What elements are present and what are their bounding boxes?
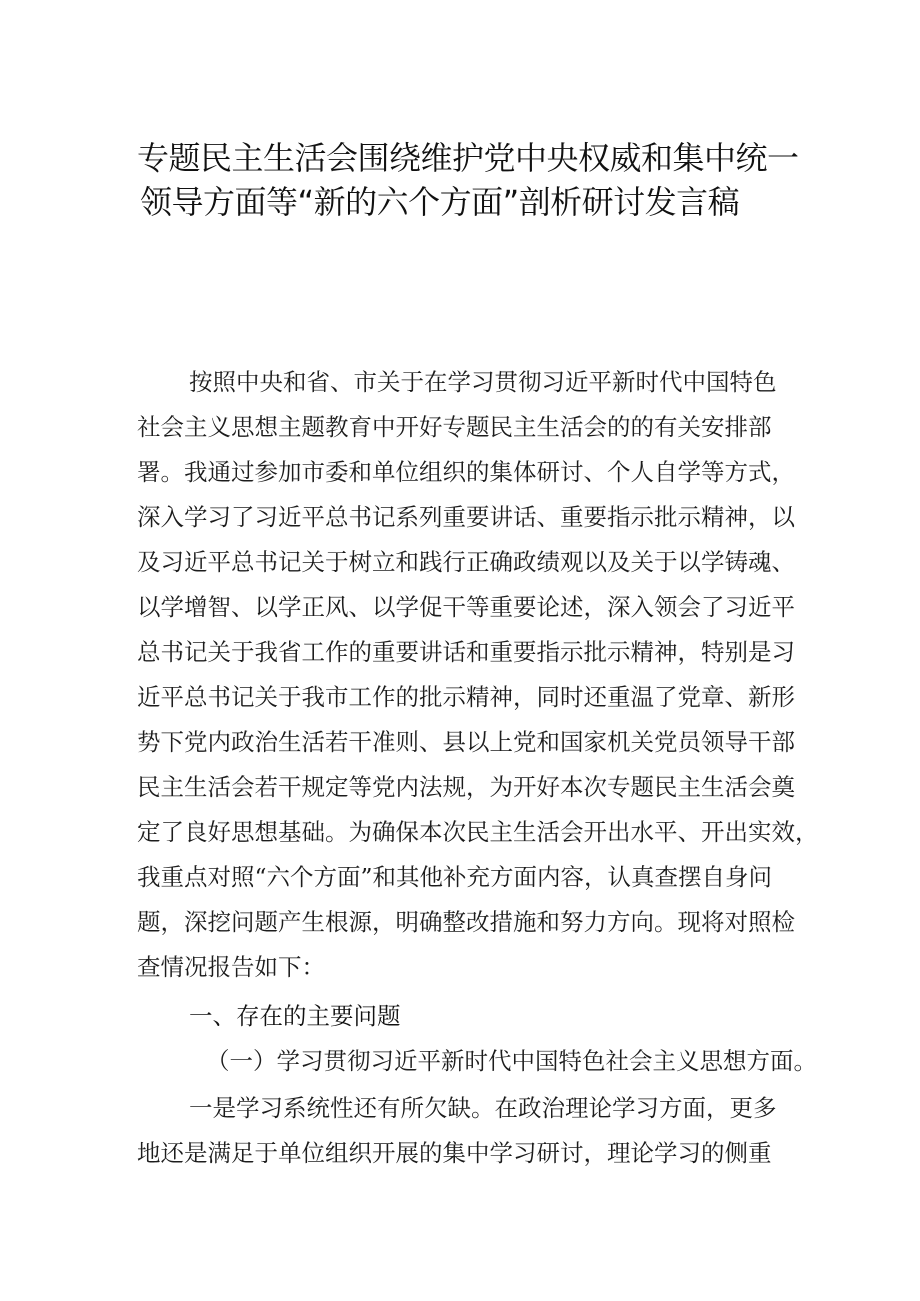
intro-line: 我重点对照“六个方面”和其他补充方面内容，认真查摆自身问 xyxy=(137,863,773,891)
intro-line: 势下党内政治生活若干准则、县以上党和国家机关党员领导干部 xyxy=(137,728,795,756)
point-line: 一是学习系统性还有所欠缺。在政治理论学习方面，更多 xyxy=(189,1094,777,1122)
intro-line: 定了良好思想基础。为确保本次民主生活会开出水平、开出实效， xyxy=(137,818,819,846)
document-title-line-2: 领导方面等“新的六个方面”剖析研讨发言稿 xyxy=(140,183,740,221)
intro-line: 社会主义思想主题教育中开好专题民主生活会的的有关安排部 xyxy=(137,413,772,441)
point-line: 地还是满足于单位组织开展的集中学习研讨，理论学习的侧重 xyxy=(137,1139,772,1167)
intro-line: 以学增智、以学正风、以学促干等重要论述，深入领会了习近平 xyxy=(137,593,795,621)
subsection-heading: （一）学习贯彻习近平新时代中国特色社会主义思想方面。 xyxy=(206,1047,817,1075)
intro-line: 题，深挖问题产生根源，明确整改措施和努力方向。现将对照检 xyxy=(137,908,795,936)
intro-line: 民主生活会若干规定等党内法规，为开好本次专题民主生活会奠 xyxy=(137,773,795,801)
intro-line: 查情况报告如下： xyxy=(137,953,325,981)
intro-line: 深入学习了习近平总书记系列重要讲话、重要指示批示精神，以 xyxy=(137,503,795,531)
section-heading: 一、存在的主要问题 xyxy=(189,1002,401,1030)
intro-line: 按照中央和省、市关于在学习贯彻习近平新时代中国特色 xyxy=(189,368,777,396)
intro-line: 及习近平总书记关于树立和践行正确政绩观以及关于以学铸魂、 xyxy=(137,548,795,576)
intro-line: 总书记关于我省工作的重要讲话和重要指示批示精神，特别是习 xyxy=(137,638,795,666)
intro-line: 近平总书记关于我市工作的批示精神，同时还重温了党章、新形 xyxy=(137,683,795,711)
document-title-line-1: 专题民主生活会围绕维护党中央权威和集中统一 xyxy=(137,139,799,177)
intro-line: 署。我通过参加市委和单位组织的集体研讨、个人自学等方式， xyxy=(137,458,795,486)
